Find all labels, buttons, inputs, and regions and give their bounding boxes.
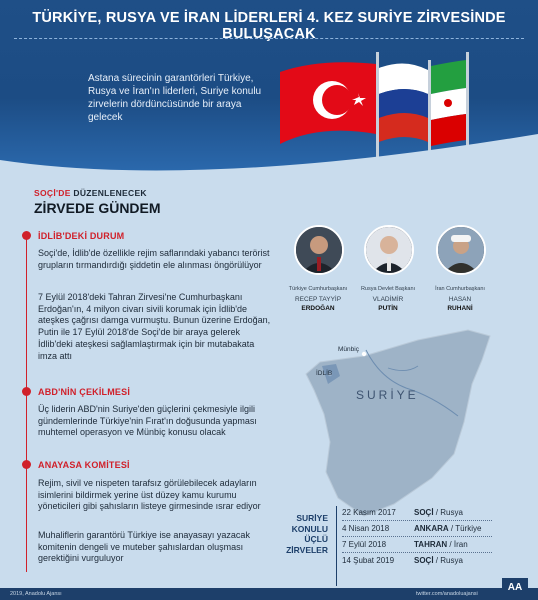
section-bullet (22, 460, 31, 469)
summit-city: SOÇİ (414, 556, 434, 565)
section-heading-idlib: İDLİB'DEKİ DURUM (38, 231, 125, 241)
header-banner (0, 0, 538, 178)
leader-first-name: RECEP TAYYİP (294, 296, 342, 303)
summit-date: 22 Kasım 2017 (342, 508, 396, 517)
leader-portrait-erdogan (294, 225, 344, 275)
summit-place (414, 508, 463, 517)
summit-city: ANKARA (414, 524, 449, 533)
leader-last-name: RUHANİ (447, 305, 473, 312)
summits-label: SURİYE KONULU ÜÇLÜ ZİRVELER (286, 513, 328, 555)
section-timeline-line (26, 234, 27, 572)
syria-map (268, 326, 538, 522)
syria-territory (306, 330, 490, 516)
leader-last-name: PUTİN (378, 305, 398, 312)
leader-portrait-ruhani (436, 225, 486, 275)
section-usa-paragraph: Üç liderin ABD'nin Suriye'den güçlerini çekmesiyle ilgili gündemlerinde Türkiye'nin Fırat'ın doğusunda yapması muhtemel operasyon ve Münbiç konusu olacak (38, 404, 257, 438)
section-idlib-paragraph-2: 7 Eylül 2018'deki Tahran Zirvesi'ne Cumhurbaşkanı Erdoğan'ın, 4 milyon civarı sivili korumak için İdlib'de ateşkes çağrısı damga vurmuştu. Bunun üzerine Erdoğan, Putin ile 17 Eylül 2018'de Soçi'de bir araya gelerek İdlib'deki ateşkesi sağlamlaştırmak için bir mutabakata imza attı (38, 292, 271, 361)
munbic-marker (362, 352, 366, 356)
summit-country: / İran (449, 540, 468, 549)
summit-city: SOÇİ (414, 508, 434, 517)
section-bullet (22, 231, 31, 240)
city-label-idlib: İDLİB (316, 370, 333, 377)
summit-country: / Rusya (435, 508, 463, 517)
summit-date: 7 Eylül 2018 (342, 540, 387, 549)
row-divider (342, 520, 492, 521)
summit-kicker (34, 188, 147, 198)
summit-kicker-rest: DÜZENLENECEK (70, 188, 147, 198)
leader-last-name: ERDOĞAN (301, 305, 335, 312)
intro-text: Astana sürecinin garantörleri Türkiye, Rusya ve İran'ın liderleri, Suriye konulu zirvelerin dördüncüsünde bir araya gelecek (88, 73, 262, 123)
summit-place (414, 524, 481, 533)
summit-city: TAHRAN (414, 540, 448, 549)
country-label: SURİYE (356, 388, 419, 402)
section-heading-constitution: ANAYASA KOMİTESİ (38, 460, 130, 470)
summit-place (414, 556, 463, 565)
page-title: TÜRKİYE, RUSYA VE İRAN LİDERLERİ 4. KEZ SURİYE ZİRVESİNDE BULUŞACAK (32, 10, 506, 42)
summit-place (414, 540, 468, 549)
summit-title: ZİRVEDE GÜNDEM (34, 200, 161, 216)
title-divider (14, 38, 524, 39)
city-label-munbic: Münbiç (338, 346, 359, 353)
section-heading-usa: ABD'NİN ÇEKİLMESİ (38, 387, 131, 397)
leader-role: Rusya Devlet Başkanı (360, 286, 416, 292)
aa-logo: AA (502, 578, 528, 598)
summit-date: 4 Nisan 2018 (342, 524, 390, 533)
leader-first-name: VLADİMİR (372, 296, 404, 303)
summit-country: / Türkiye (450, 524, 482, 533)
row-divider (342, 536, 492, 537)
leader-portrait-putin (364, 225, 414, 275)
summit-kicker-location: SOÇİ'DE (34, 188, 71, 198)
summits-divider (336, 506, 337, 586)
summit-date: 14 Şubat 2019 (342, 556, 395, 565)
leader-first-name: HASAN (448, 296, 472, 303)
header-wave (0, 130, 538, 178)
section-bullet (22, 387, 31, 396)
section-idlib-paragraph-1: Soçi'de, İdlib'de özellikle rejim saflarındaki yabancı terörist grupların tırmandırdığı şiddetin ele alınması öngörülüyor (38, 248, 270, 270)
footer-copyright: 2019, Anadolu Ajansı (10, 591, 62, 597)
section-constitution-paragraph-1: Rejim, sivil ve nispeten tarafsız görülebilecek adayların isimlerini bildirmek yerine üst düzey kamu kurumu yöneticileri gibi şahısların listeye girmesinde ısrar ediyor (38, 478, 261, 512)
footer-twitter[interactable]: twitter.com/anadoluajansi (416, 591, 478, 597)
section-constitution-paragraph-2: Muhaliflerin garantörü Türkiye ise anayasayı yazacak komitenin dengeli ve muteber şahıslardan oluşması gerektiğini vurguluyor (38, 530, 250, 564)
summit-country: / Rusya (435, 556, 463, 565)
leader-role: İran Cumhurbaşkanı (435, 286, 485, 292)
row-divider (342, 552, 492, 553)
leader-role: Türkiye Cumhurbaşkanı (288, 286, 348, 292)
